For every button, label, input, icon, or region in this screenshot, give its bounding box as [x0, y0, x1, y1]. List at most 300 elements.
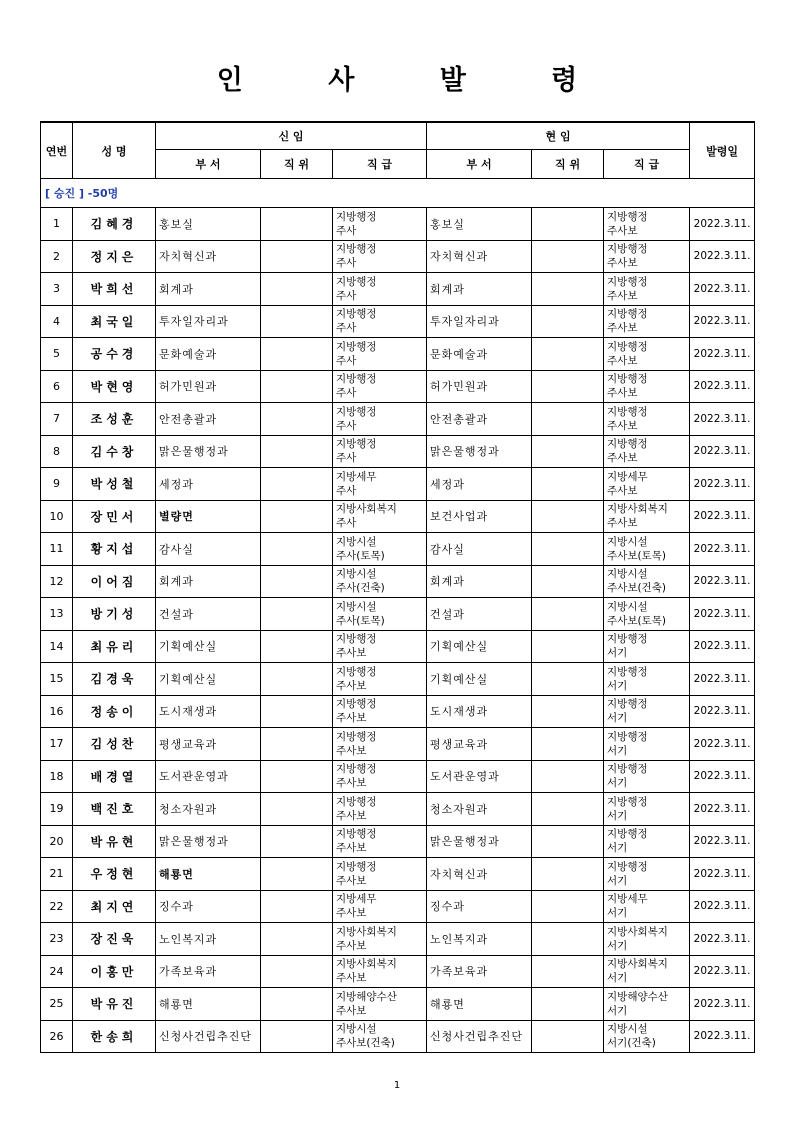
current-grade-line2: 서기	[607, 679, 628, 692]
new-position	[261, 533, 333, 566]
new-dept: 자치혁신과	[156, 240, 261, 273]
row-number: 26	[41, 1020, 73, 1053]
appointment-date: 2022.3.11.	[690, 663, 755, 696]
new-grade-line1: 지방해양수산	[336, 990, 397, 1003]
appointment-date: 2022.3.11.	[690, 923, 755, 956]
new-dept: 홍보실	[156, 208, 261, 241]
header-new: 신 임	[156, 122, 427, 150]
person-name: 정송이	[73, 695, 156, 728]
page-number: 1	[393, 1080, 401, 1091]
new-grade	[333, 533, 427, 566]
new-grade	[333, 630, 427, 663]
current-dept: 회계과	[427, 565, 532, 598]
new-position	[261, 468, 333, 501]
current-grade	[604, 403, 690, 436]
current-position	[532, 533, 604, 566]
row-number: 14	[41, 630, 73, 663]
header-date: 발령일	[690, 122, 755, 179]
new-dept: 평생교육과	[156, 728, 261, 761]
table-row	[41, 923, 755, 956]
new-grade-line1: 지방사회복지	[336, 503, 397, 516]
new-grade-line2: 주사보	[336, 939, 367, 952]
table-row	[41, 663, 755, 696]
current-grade-line2: 서기	[607, 777, 628, 790]
current-grade-line1: 지방행정	[607, 860, 648, 873]
new-position	[261, 988, 333, 1021]
new-dept: 허가민원과	[156, 370, 261, 403]
new-grade-line2: 주사보	[336, 972, 367, 985]
new-grade	[333, 435, 427, 468]
header-cur-position: 직 위	[532, 150, 604, 179]
table-row	[41, 695, 755, 728]
appointment-date: 2022.3.11.	[690, 695, 755, 728]
new-grade-line2: 주사	[336, 289, 357, 302]
current-grade	[604, 370, 690, 403]
row-number: 22	[41, 890, 73, 923]
new-grade-line1: 지방행정	[336, 340, 377, 353]
new-dept: 세정과	[156, 468, 261, 501]
table-row	[41, 955, 755, 988]
person-name: 박현영	[73, 370, 156, 403]
new-position	[261, 598, 333, 631]
table-row	[41, 435, 755, 468]
current-grade	[604, 793, 690, 826]
current-grade-line2: 서기	[607, 647, 628, 660]
new-grade	[333, 468, 427, 501]
current-grade-line1: 지방행정	[607, 275, 648, 288]
current-grade-line1: 지방행정	[607, 633, 648, 646]
appointment-date: 2022.3.11.	[690, 500, 755, 533]
new-grade-line2: 주사보	[336, 744, 367, 757]
new-grade-line2: 주사보	[336, 809, 367, 822]
current-grade	[604, 955, 690, 988]
new-position	[261, 565, 333, 598]
person-name: 장진욱	[73, 923, 156, 956]
new-position	[261, 793, 333, 826]
new-grade-line1: 지방행정	[336, 405, 377, 418]
person-name: 최국일	[73, 305, 156, 338]
current-grade	[604, 533, 690, 566]
current-grade	[604, 630, 690, 663]
new-dept: 청소자원과	[156, 793, 261, 826]
new-grade-line1: 지방행정	[336, 243, 377, 256]
current-grade-line2: 주사보	[607, 289, 638, 302]
new-grade	[333, 598, 427, 631]
new-grade-line1: 지방행정	[336, 275, 377, 288]
new-grade	[333, 338, 427, 371]
new-position	[261, 500, 333, 533]
row-number: 19	[41, 793, 73, 826]
appointment-date: 2022.3.11.	[690, 208, 755, 241]
current-dept: 건설과	[427, 598, 532, 631]
current-dept: 문화예술과	[427, 338, 532, 371]
new-dept: 신청사건립추진단	[156, 1020, 261, 1053]
current-position	[532, 923, 604, 956]
table-row	[41, 370, 755, 403]
new-grade	[333, 240, 427, 273]
new-position	[261, 695, 333, 728]
new-dept: 감사실	[156, 533, 261, 566]
new-grade-line1: 지방사회복지	[336, 958, 397, 971]
current-grade	[604, 923, 690, 956]
appointment-date: 2022.3.11.	[690, 435, 755, 468]
current-position	[532, 760, 604, 793]
current-position	[532, 240, 604, 273]
new-grade-line2: 주사보	[336, 874, 367, 887]
current-grade-line1: 지방사회복지	[607, 503, 668, 516]
table-row	[41, 273, 755, 306]
new-position	[261, 923, 333, 956]
new-position	[261, 825, 333, 858]
table-row	[41, 890, 755, 923]
appointment-date: 2022.3.11.	[690, 598, 755, 631]
current-grade-line2: 주사보	[607, 517, 638, 530]
current-grade	[604, 988, 690, 1021]
new-grade-line2: 주사	[336, 452, 357, 465]
new-grade	[333, 793, 427, 826]
current-dept: 허가민원과	[427, 370, 532, 403]
new-dept: 건설과	[156, 598, 261, 631]
table-row	[41, 793, 755, 826]
current-dept: 안전총괄과	[427, 403, 532, 436]
row-number: 15	[41, 663, 73, 696]
person-name: 김성찬	[73, 728, 156, 761]
appointment-date: 2022.3.11.	[690, 305, 755, 338]
header-new-grade: 직 급	[333, 150, 427, 179]
current-grade-line2: 서기	[607, 972, 628, 985]
appointment-date: 2022.3.11.	[690, 793, 755, 826]
current-position	[532, 890, 604, 923]
current-dept: 자치혁신과	[427, 240, 532, 273]
new-position	[261, 305, 333, 338]
header-new-position: 직 위	[261, 150, 333, 179]
table-row	[41, 533, 755, 566]
current-dept: 징수과	[427, 890, 532, 923]
current-grade-line2: 서기	[607, 1004, 628, 1017]
current-grade	[604, 598, 690, 631]
new-grade	[333, 1020, 427, 1053]
person-name: 배경열	[73, 760, 156, 793]
new-dept: 도서관운영과	[156, 760, 261, 793]
person-name: 김수창	[73, 435, 156, 468]
appointment-date: 2022.3.11.	[690, 468, 755, 501]
new-grade	[333, 565, 427, 598]
appointment-date: 2022.3.11.	[690, 370, 755, 403]
new-grade-line2: 주사보	[336, 777, 367, 790]
row-number: 17	[41, 728, 73, 761]
current-grade	[604, 273, 690, 306]
row-number: 20	[41, 825, 73, 858]
header-cur-grade: 직 급	[604, 150, 690, 179]
current-position	[532, 208, 604, 241]
table-row	[41, 500, 755, 533]
row-number: 8	[41, 435, 73, 468]
new-position	[261, 338, 333, 371]
person-name: 최지연	[73, 890, 156, 923]
new-position	[261, 760, 333, 793]
document-title: 인 사 발 령	[216, 65, 616, 96]
current-position	[532, 955, 604, 988]
current-grade-line1: 지방행정	[607, 308, 648, 321]
new-position	[261, 630, 333, 663]
new-grade	[333, 858, 427, 891]
current-grade-line2: 주사보(토목)	[607, 614, 666, 627]
new-grade-line1: 지방세무	[336, 470, 377, 483]
new-position	[261, 208, 333, 241]
appointment-date: 2022.3.11.	[690, 273, 755, 306]
current-grade	[604, 435, 690, 468]
current-grade-line1: 지방시설	[607, 600, 648, 613]
current-position	[532, 500, 604, 533]
current-grade-line2: 주사보	[607, 322, 638, 335]
current-grade	[604, 565, 690, 598]
new-grade	[333, 305, 427, 338]
new-grade-line1: 지방행정	[336, 373, 377, 386]
current-grade-line1: 지방행정	[607, 763, 648, 776]
current-dept: 보건사업과	[427, 500, 532, 533]
current-position	[532, 598, 604, 631]
appointment-date: 2022.3.11.	[690, 533, 755, 566]
person-name: 박유진	[73, 988, 156, 1021]
person-name: 한송희	[73, 1020, 156, 1053]
current-position	[532, 728, 604, 761]
row-number: 10	[41, 500, 73, 533]
new-grade-line1: 지방행정	[336, 795, 377, 808]
table-row	[41, 240, 755, 273]
new-grade	[333, 825, 427, 858]
new-grade-line2: 주사	[336, 354, 357, 367]
appointment-date: 2022.3.11.	[690, 858, 755, 891]
appointment-date: 2022.3.11.	[690, 890, 755, 923]
new-grade-line2: 주사(건축)	[336, 582, 385, 595]
current-position	[532, 858, 604, 891]
current-grade	[604, 663, 690, 696]
new-grade-line2: 주사보	[336, 1004, 367, 1017]
row-number: 18	[41, 760, 73, 793]
current-dept: 투자일자리과	[427, 305, 532, 338]
current-grade-line1: 지방행정	[607, 698, 648, 711]
person-name: 공수경	[73, 338, 156, 371]
new-grade-line2: 주사	[336, 419, 357, 432]
new-grade-line2: 주사보	[336, 679, 367, 692]
new-dept: 별량면	[156, 500, 261, 533]
appointment-date: 2022.3.11.	[690, 760, 755, 793]
person-name: 황지섭	[73, 533, 156, 566]
current-grade-line1: 지방행정	[607, 243, 648, 256]
new-position	[261, 663, 333, 696]
header-name: 성 명	[73, 122, 156, 179]
current-dept: 세정과	[427, 468, 532, 501]
current-position	[532, 988, 604, 1021]
new-grade-line2: 주사	[336, 484, 357, 497]
new-grade	[333, 208, 427, 241]
current-position	[532, 403, 604, 436]
appointment-date: 2022.3.11.	[690, 240, 755, 273]
person-name: 김경욱	[73, 663, 156, 696]
current-dept: 신청사건립추진단	[427, 1020, 532, 1053]
new-position	[261, 370, 333, 403]
person-name: 정지은	[73, 240, 156, 273]
current-grade-line2: 서기	[607, 874, 628, 887]
current-grade-line2: 주사보	[607, 452, 638, 465]
current-grade-line1: 지방행정	[607, 795, 648, 808]
new-position	[261, 858, 333, 891]
current-grade-line1: 지방시설	[607, 1023, 648, 1036]
person-name: 방기성	[73, 598, 156, 631]
current-position	[532, 630, 604, 663]
new-grade-line2: 주사보	[336, 907, 367, 920]
current-grade-line2: 주사보	[607, 224, 638, 237]
person-name: 박유현	[73, 825, 156, 858]
person-name: 박성철	[73, 468, 156, 501]
new-dept: 징수과	[156, 890, 261, 923]
table-row	[41, 403, 755, 436]
new-grade-line1: 지방행정	[336, 730, 377, 743]
current-dept: 해룡면	[427, 988, 532, 1021]
new-grade-line2: 주사	[336, 517, 357, 530]
appointment-date: 2022.3.11.	[690, 565, 755, 598]
current-grade-line1: 지방행정	[607, 730, 648, 743]
current-grade-line2: 서기(건축)	[607, 1037, 656, 1050]
appointment-date: 2022.3.11.	[690, 403, 755, 436]
table-row	[41, 858, 755, 891]
row-number: 9	[41, 468, 73, 501]
new-grade-line1: 지방시설	[336, 1023, 377, 1036]
row-number: 21	[41, 858, 73, 891]
current-dept: 자치혁신과	[427, 858, 532, 891]
new-grade-line1: 지방행정	[336, 698, 377, 711]
current-grade-line1: 지방사회복지	[607, 958, 668, 971]
new-grade	[333, 403, 427, 436]
current-position	[532, 338, 604, 371]
new-grade-line2: 주사	[336, 322, 357, 335]
current-dept: 청소자원과	[427, 793, 532, 826]
new-position	[261, 435, 333, 468]
person-name: 우정현	[73, 858, 156, 891]
current-grade-line1: 지방행정	[607, 828, 648, 841]
new-position	[261, 240, 333, 273]
row-number: 1	[41, 208, 73, 241]
current-grade-line2: 주사보	[607, 257, 638, 270]
current-grade-line1: 지방사회복지	[607, 925, 668, 938]
person-name: 김혜경	[73, 208, 156, 241]
new-dept: 해룡면	[156, 858, 261, 891]
current-grade-line1: 지방행정	[607, 340, 648, 353]
table-row	[41, 305, 755, 338]
new-grade	[333, 273, 427, 306]
new-position	[261, 728, 333, 761]
new-grade-line2: 주사(토목)	[336, 549, 385, 562]
new-grade-line1: 지방행정	[336, 308, 377, 321]
new-dept: 안전총괄과	[156, 403, 261, 436]
header-no: 연번	[41, 122, 73, 179]
new-dept: 해룡면	[156, 988, 261, 1021]
person-name: 이어짐	[73, 565, 156, 598]
new-grade-line2: 주사	[336, 224, 357, 237]
row-number: 2	[41, 240, 73, 273]
person-name: 장민서	[73, 500, 156, 533]
current-grade	[604, 1020, 690, 1053]
current-position	[532, 1020, 604, 1053]
new-dept: 기획예산실	[156, 630, 261, 663]
person-name: 박희선	[73, 273, 156, 306]
current-position	[532, 305, 604, 338]
row-number: 4	[41, 305, 73, 338]
current-grade	[604, 760, 690, 793]
current-grade	[604, 208, 690, 241]
new-grade-line1: 지방행정	[336, 210, 377, 223]
current-grade-line2: 서기	[607, 809, 628, 822]
new-position	[261, 1020, 333, 1053]
personnel-table	[40, 121, 755, 1053]
section-label: [ 승진 ] -50명	[41, 179, 755, 208]
current-grade-line1: 지방행정	[607, 665, 648, 678]
current-dept: 회계과	[427, 273, 532, 306]
new-dept: 회계과	[156, 565, 261, 598]
current-grade-line1: 지방해양수산	[607, 990, 668, 1003]
table-row	[41, 988, 755, 1021]
person-name: 조성훈	[73, 403, 156, 436]
current-position	[532, 695, 604, 728]
row-number: 7	[41, 403, 73, 436]
row-number: 16	[41, 695, 73, 728]
new-grade-line1: 지방시설	[336, 600, 377, 613]
new-grade-line2: 주사보(건축)	[336, 1037, 395, 1050]
new-grade	[333, 695, 427, 728]
new-dept: 맑은물행정과	[156, 435, 261, 468]
current-dept: 도시재생과	[427, 695, 532, 728]
current-grade	[604, 890, 690, 923]
new-dept: 투자일자리과	[156, 305, 261, 338]
table-row	[41, 598, 755, 631]
current-position	[532, 793, 604, 826]
current-grade	[604, 468, 690, 501]
current-grade	[604, 305, 690, 338]
current-grade-line2: 주사보(토목)	[607, 549, 666, 562]
current-grade-line1: 지방행정	[607, 438, 648, 451]
current-grade-line2: 주사보	[607, 419, 638, 432]
table-row	[41, 630, 755, 663]
new-grade	[333, 760, 427, 793]
new-grade-line1: 지방시설	[336, 568, 377, 581]
person-name: 최유리	[73, 630, 156, 663]
current-dept: 기획예산실	[427, 630, 532, 663]
new-position	[261, 890, 333, 923]
current-dept: 홍보실	[427, 208, 532, 241]
new-grade-line1: 지방행정	[336, 665, 377, 678]
new-grade-line1: 지방행정	[336, 860, 377, 873]
new-grade-line2: 주사(토목)	[336, 614, 385, 627]
header-new-dept: 부 서	[156, 150, 261, 179]
current-grade-line1: 지방세무	[607, 893, 648, 906]
new-grade-line2: 주사보	[336, 842, 367, 855]
new-grade-line1: 지방사회복지	[336, 925, 397, 938]
row-number: 5	[41, 338, 73, 371]
new-grade-line1: 지방행정	[336, 828, 377, 841]
current-grade-line2: 서기	[607, 712, 628, 725]
row-number: 6	[41, 370, 73, 403]
current-dept: 노인복지과	[427, 923, 532, 956]
new-grade-line2: 주사	[336, 257, 357, 270]
new-dept: 회계과	[156, 273, 261, 306]
new-position	[261, 403, 333, 436]
current-dept: 맑은물행정과	[427, 435, 532, 468]
current-grade	[604, 338, 690, 371]
row-number: 13	[41, 598, 73, 631]
new-grade	[333, 988, 427, 1021]
current-dept: 도서관운영과	[427, 760, 532, 793]
current-dept: 감사실	[427, 533, 532, 566]
